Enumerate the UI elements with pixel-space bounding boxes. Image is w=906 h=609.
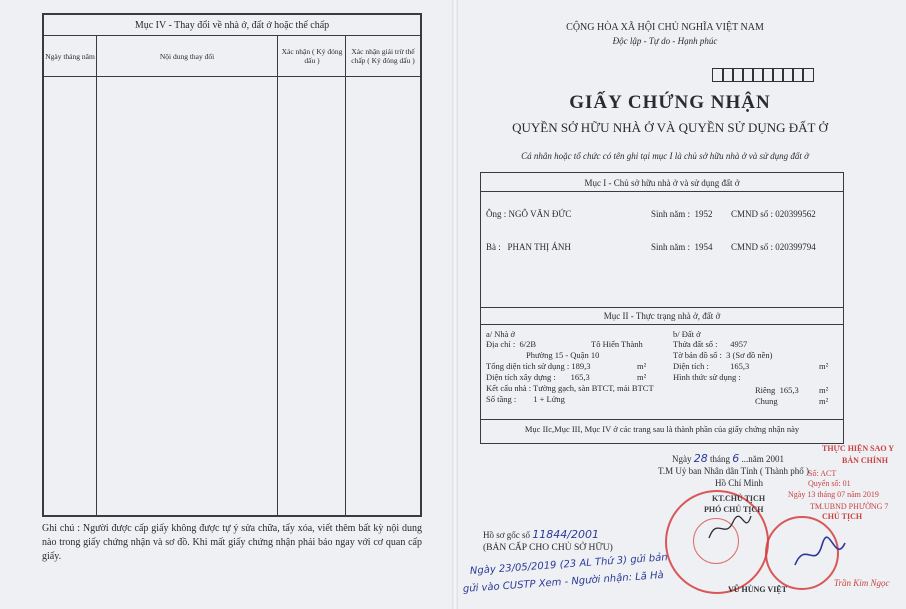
certificate-box: [480, 172, 844, 444]
unit-m2: m²: [637, 372, 647, 382]
section2-title: Mục II - Thực trạng nhà ở, đất ở: [603, 311, 721, 321]
handwritten-note-1: Ngày 23/05/2019 (23 AL Thứ 3) gửi bản: [469, 552, 669, 577]
owner2-birth: Sinh năm : 1954: [651, 242, 713, 252]
owner2-prefix: Bà :: [486, 242, 501, 252]
house-structure: Kết cấu nhà : Tường gạch, sàn BTCT, mái BTCT: [486, 383, 654, 393]
land-private: Riêng 165,3: [755, 385, 799, 395]
col-confirm: Xác nhận ( Ký đóng dấu ): [281, 47, 343, 65]
owner1-name: NGÔ VĂN ĐỨC: [508, 209, 572, 219]
motto: Độc lập - Tự do - Hạnh phúc: [612, 36, 718, 46]
land-area: Diện tích : 165,3: [673, 361, 750, 371]
owner1-row: [486, 209, 571, 219]
table-header: [44, 36, 420, 77]
unit-m2: m²: [819, 396, 829, 406]
land-label: b/ Đất ở: [673, 329, 701, 339]
doc-title: GIẤY CHỨNG NHẬN: [569, 92, 771, 113]
house-floors: Số tầng : 1 + Lửng: [486, 394, 565, 404]
house-label: a/ Nhà ở: [486, 329, 516, 339]
unit-m2: m²: [819, 361, 829, 371]
note-text: Ghi chú : Người được cấp giấy không được tự ý sửa chữa, tẩy xóa, viết thêm bất kỳ nội dung nào trong giấy chứng nhận và sơ đồ. Khi mất giấy chứng nhận phải báo ngay với cơ quan cấp giấy.: [42, 523, 422, 562]
sign-position2: PHÓ CHỦ TỊCH: [704, 505, 764, 514]
footer-line: Mục IIc,Mục III, Mục IV ở các trang sau là thành phần của giấy chứng nhận này: [524, 424, 800, 434]
section1-title: Mục I - Chủ sở hữu nhà ở và sử dụng đất ở: [584, 178, 740, 188]
house-street: Tô Hiến Thành: [591, 339, 643, 349]
handwritten-note-2: gửi vào CUSTP Xem - Người nhận: Lã Hà: [462, 569, 665, 595]
house-address: Địa chỉ : 6/2B: [486, 339, 537, 349]
unit-m2: m²: [637, 361, 647, 371]
owner1-birth: Sinh năm : 1952: [651, 209, 713, 219]
signature-official: [705, 510, 755, 545]
owner2-id: CMND số : 020399794: [731, 242, 816, 252]
owner2-name: PHAN THỊ ÁNH: [507, 242, 571, 252]
authority: T.M Uỷ ban Nhân dân Tỉnh ( Thành phố ): [658, 466, 809, 476]
record-note: (BẢN CẤP CHO CHỦ SỞ HỮU): [483, 543, 613, 553]
intro-text: Cá nhân hoặc tổ chức có tên ghi tại mục I là chủ sở hữu nhà ở và sử dụng đất ở: [521, 151, 809, 161]
column-divider: [345, 36, 346, 515]
page-fold: [452, 0, 458, 609]
sign-date: Ngày 28 tháng 6 ...năm 2001: [672, 452, 784, 465]
land-usage: Hình thức sử dụng :: [673, 372, 741, 382]
signer-name: VŨ HÙNG VIỆT: [728, 585, 787, 594]
city: Hồ Chí Minh: [715, 478, 764, 488]
change-log-table: [42, 13, 422, 517]
land-parcel: Thửa đất số : 4957: [673, 339, 748, 349]
col-content: Nội dung thay đổi: [159, 51, 215, 61]
section4-title: Mục IV - Thay đổi về nhà ở, đất ở hoặc thế chấp: [44, 15, 420, 36]
house-build-area: Diện tích xây dựng : 165,3: [486, 372, 590, 382]
owner1-prefix: Ông :: [486, 209, 507, 219]
nation-title: CỘNG HÒA XÃ HỘI CHỦ NGHĨA VIỆT NAM: [566, 22, 764, 33]
land-shared: Chung: [755, 396, 778, 406]
column-divider: [277, 36, 278, 515]
sign-position: KT.CHỦ TỊCH: [712, 494, 766, 503]
owner2-row: [486, 242, 571, 252]
col-date: Ngày tháng năm: [45, 51, 95, 61]
column-divider: [96, 36, 97, 515]
owner1-id: CMND số : 020399562: [731, 209, 816, 219]
record-number: Hồ sơ gốc số 11844/2001: [483, 528, 599, 541]
land-map: Tờ bản đồ số : 3 (Sơ đồ nền): [673, 350, 773, 360]
house-total-area: Tổng diện tích sử dụng : 189,3: [486, 361, 591, 371]
unit-m2: m²: [819, 385, 829, 395]
col-release: Xác nhận giải trừ thế chấp ( Ký đóng dấu ): [351, 47, 415, 65]
signature-scribble: [790, 535, 850, 575]
doc-subtitle: QUYỀN SỞ HỮU NHÀ Ở VÀ QUYỀN SỬ DỤNG ĐẤT Ở: [512, 120, 828, 135]
house-ward: Phường 15 - Quận 10: [526, 350, 600, 360]
